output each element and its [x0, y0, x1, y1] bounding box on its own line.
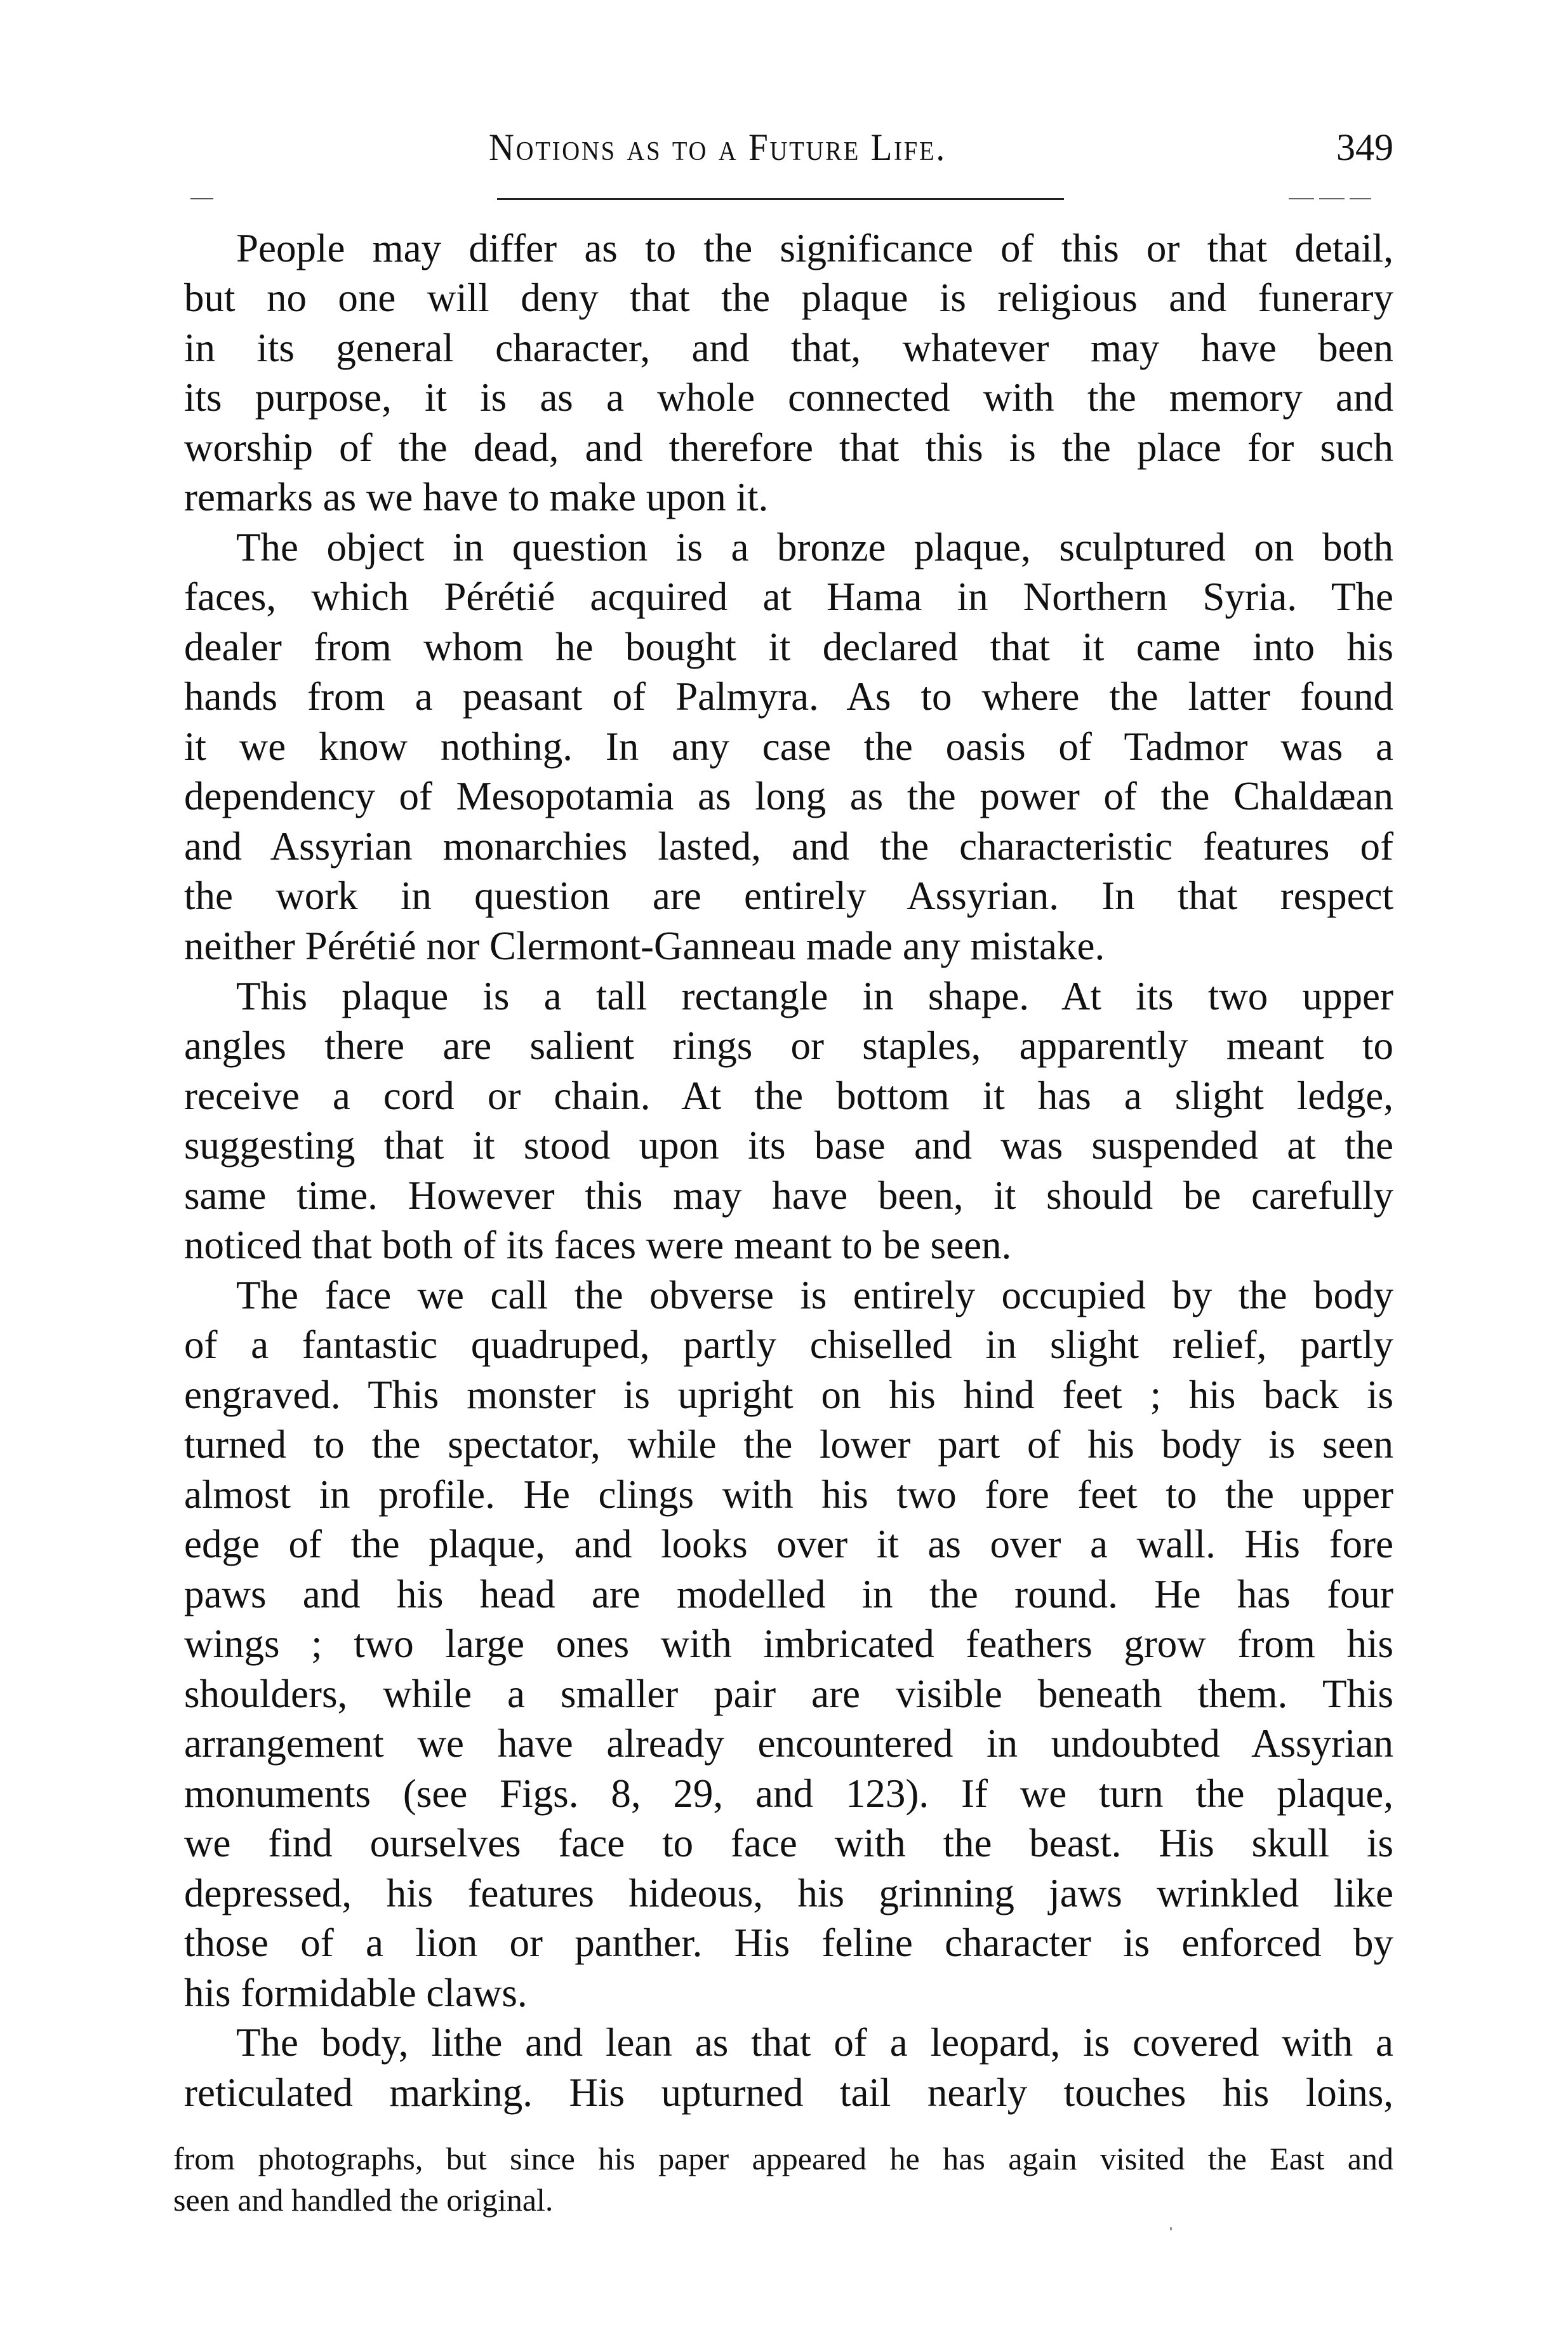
footnote-line: from photographs, but since his paper appeared he has again visited the East and: [173, 2141, 1393, 2176]
text-line: edge of the plaque, and looks over it as over a wall. His fore: [184, 1522, 1393, 1566]
text-line: and Assyrian monarchies lasted, and the characteristic features of: [184, 824, 1393, 869]
text-line: of a fantastic quadruped, partly chiselled in slight relief, partly: [184, 1322, 1393, 1367]
text-line: angles there are salient rings or staples, apparently meant to: [184, 1023, 1393, 1068]
header-rule-left: [190, 198, 213, 199]
text-line: almost in profile. He clings with his two fore feet to the upper: [184, 1472, 1393, 1517]
header-rule: [497, 198, 1064, 200]
scan-speck: [1170, 2227, 1172, 2230]
text-line: paws and his head are modelled in the round. He has four: [184, 1572, 1393, 1616]
text-line: dealer from whom he bought it declared that it came into his: [184, 625, 1393, 669]
text-line: People may differ as to the significance of this or that detail,: [236, 226, 1393, 270]
text-line: remarks as we have to make upon it.: [184, 475, 769, 519]
text-line: faces, which Pérétié acquired at Hama in Northern Syria. The: [184, 575, 1393, 619]
text-line: neither Pérétié nor Clermont-Ganneau made any mistake.: [184, 924, 1105, 968]
page-number: 349: [1336, 126, 1393, 168]
footnote-line: seen and handled the original.: [173, 2182, 554, 2218]
text-line: The body, lithe and lean as that of a leopard, is covered with a: [236, 2020, 1393, 2065]
text-line: the work in question are entirely Assyrian. In that respect: [184, 874, 1393, 918]
text-line: suggesting that it stood upon its base and was suspended at the: [184, 1123, 1393, 1168]
text-line: depressed, his features hideous, his grinning jaws wrinkled like: [184, 1871, 1393, 1915]
text-line: but no one will deny that the plaque is religious and funerary: [184, 276, 1393, 320]
text-line: The object in question is a bronze plaque, sculptured on both: [236, 525, 1393, 569]
text-line: we find ourselves face to face with the beast. His skull is: [184, 1821, 1393, 1865]
text-line: hands from a peasant of Palmyra. As to where the latter found: [184, 674, 1393, 719]
text-line: wings ; two large ones with imbricated feathers grow from his: [184, 1621, 1393, 1666]
text-line: receive a cord or chain. At the bottom it has a slight ledge,: [184, 1074, 1393, 1118]
text-line: arrangement we have already encountered in undoubted Assyrian: [184, 1721, 1393, 1766]
header-rule-right: [1289, 198, 1371, 199]
text-line: his formidable claws.: [184, 1971, 528, 2015]
text-line: The face we call the obverse is entirely occupied by the body: [236, 1273, 1393, 1317]
text-line: those of a lion or panther. His feline character is enforced by: [184, 1921, 1393, 1965]
text-line: noticed that both of its faces were meant to be seen.: [184, 1223, 1012, 1267]
text-line: dependency of Mesopotamia as long as the power of the Chaldæan: [184, 774, 1393, 818]
text-line: reticulated marking. His upturned tail nearly touches his loins,: [184, 2070, 1393, 2115]
text-line: it we know nothing. In any case the oasis of Tadmor was a: [184, 724, 1393, 769]
text-line: in its general character, and that, whatever may have been: [184, 326, 1393, 370]
text-line: turned to the spectator, while the lower part of his body is seen: [184, 1422, 1393, 1467]
text-line: shoulders, while a smaller pair are visible beneath them. This: [184, 1672, 1393, 1716]
text-line: engraved. This monster is upright on his hind feet ; his back is: [184, 1373, 1393, 1417]
text-line: its purpose, it is as a whole connected with the memory and: [184, 375, 1393, 420]
text-line: worship of the dead, and therefore that this is the place for such: [184, 425, 1393, 470]
text-line: This plaque is a tall rectangle in shape. At its two upper: [236, 974, 1393, 1018]
running-head-title: Notions as to a Future Life.: [489, 126, 947, 168]
text-line: same time. However this may have been, it should be carefully: [184, 1173, 1393, 1218]
text-line: monuments (see Figs. 8, 29, and 123). If we turn the plaque,: [184, 1771, 1393, 1816]
